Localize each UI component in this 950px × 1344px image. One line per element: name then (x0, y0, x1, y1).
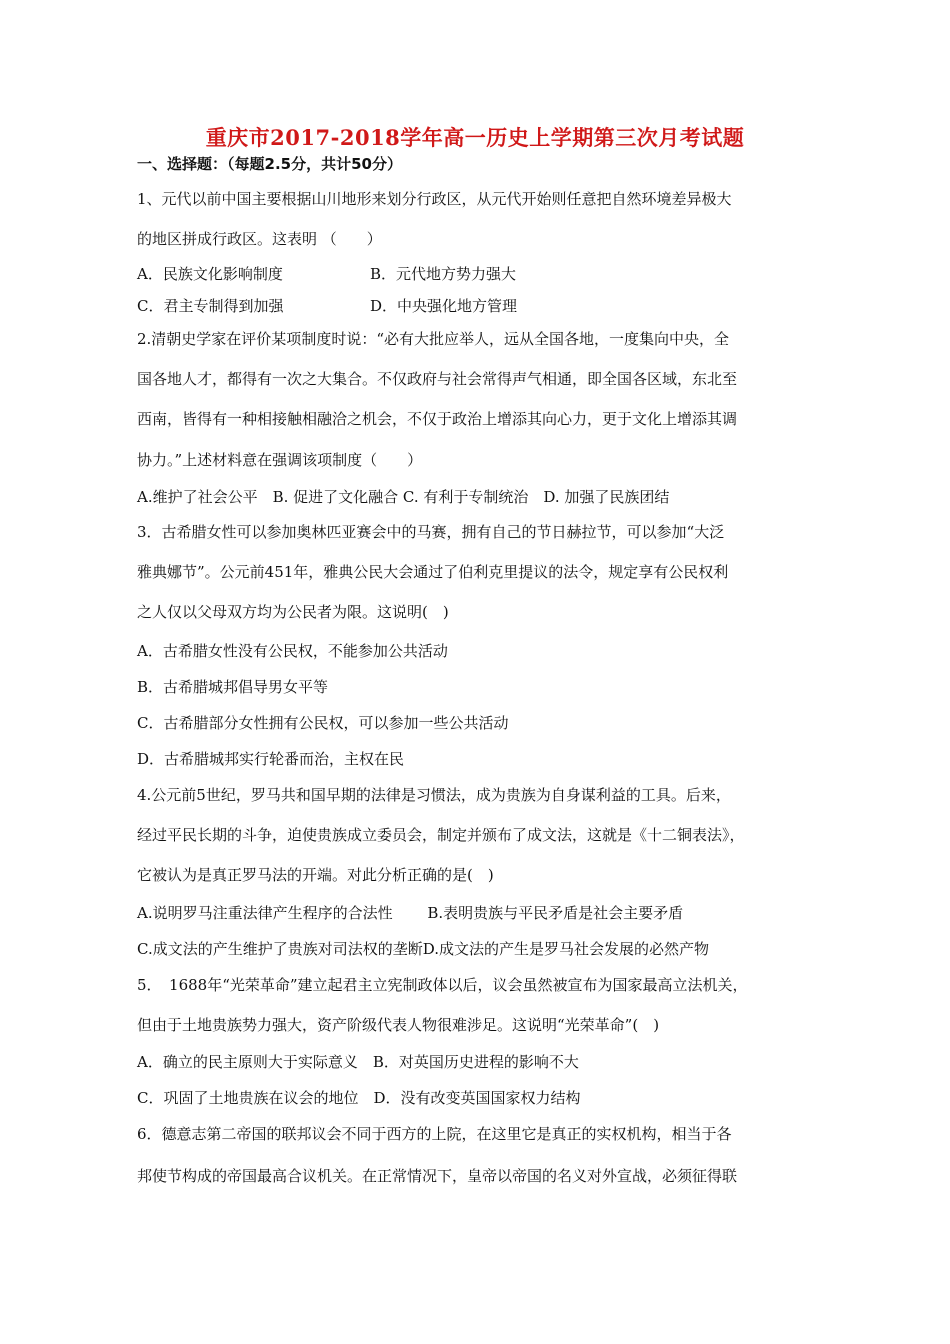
question-6-line-1: 6．德意志第二帝国的联邦议会不同于西方的上院，在这里它是真正的实权机构，相当于各 (137, 1125, 732, 1143)
question-4-line-2: 经过平民长期的斗争，迫使贵族成立委员会，制定并颁布了成文法，这就是《十二铜表法》， (137, 826, 745, 844)
question-4-options-ab: A.说明罗马注重法律产生程序的合法性 B.表明贵族与平民矛盾是社会主要矛盾 (137, 904, 684, 922)
question-1-option-a: A．民族文化影响制度 (137, 265, 283, 283)
question-1-line-1: 1、元代以前中国主要根据山川地形来划分行政区，从元代开始则任意把自然环境差异极大 (137, 190, 732, 208)
question-2-line-1: 2.清朝史学家在评价某项制度时说：“必有大批应举人，远从全国各地，一度集向中央，全 (137, 330, 729, 348)
question-3-option-d: D．古希腊城邦实行轮番而治，主权在民 (137, 750, 405, 768)
question-5-line-2: 但由于土地贵族势力强大，资产阶级代表人物很难涉足。这说明“光荣革命”( ) (137, 1016, 660, 1034)
question-1-option-b: B．元代地方势力强大 (370, 265, 517, 283)
question-1-option-d: D．中央强化地方管理 (370, 297, 518, 315)
section-heading: 一、选择题：（每题2.5分，共计50分） (137, 155, 402, 173)
question-3-option-c: C．古希腊部分女性拥有公民权，可以参加一些公共活动 (137, 714, 509, 732)
question-2-line-2: 国各地人才，都得有一次之大集合。不仅政府与社会常得声气相通，即全国各区域，东北至 (137, 370, 738, 388)
question-5-options-cd: C．巩固了土地贵族在议会的地位 D．没有改变英国国家权力结构 (137, 1089, 581, 1107)
question-3-option-a: A．古希腊女性没有公民权，不能参加公共活动 (137, 642, 448, 660)
question-5-line-1: 5． 1688年“光荣革命”建立起君主立宪制政体以后，议会虽然被宣布为国家最高立法机关， (137, 976, 748, 994)
exam-title: 重庆市2017-2018学年高一历史上学期第三次月考试题 (205, 125, 745, 150)
question-6-line-2: 邦使节构成的帝国最高合议机关。在正常情况下，皇帝以帝国的名义对外宣战，必须征得联 (137, 1167, 738, 1185)
question-4-options-cd: C.成文法的产生维护了贵族对司法权的垄断D.成文法的产生是罗马社会发展的必然产物 (137, 940, 709, 958)
question-2-line-4: 协力。”上述材料意在强调该项制度（ ） (137, 451, 423, 469)
question-3-line-2: 雅典娜节”。公元前451年，雅典公民大会通过了伯利克里提议的法令，规定享有公民权利 (137, 563, 729, 581)
question-3-option-b: B．古希腊城邦倡导男女平等 (137, 678, 329, 696)
question-3-line-3: 之人仅以父母双方均为公民者为限。这说明( ) (137, 603, 449, 621)
question-3-line-1: 3．古希腊女性可以参加奥林匹亚赛会中的马赛，拥有自己的节日赫拉节，可以参加“大泛 (137, 523, 725, 541)
question-1-option-c: C．君主专制得到加强 (137, 297, 284, 315)
question-4-line-1: 4.公元前5世纪，罗马共和国早期的法律是习惯法，成为贵族为自身谋利益的工具。后来， (137, 786, 731, 804)
question-5-options-ab: A．确立的民主原则大于实际意义 B．对英国历史进程的影响不大 (137, 1053, 579, 1071)
question-4-line-3: 它被认为是真正罗马法的开端。对此分析正确的是( ) (137, 866, 494, 884)
question-2-line-3: 西南，皆得有一种相接触相融洽之机会，不仅于政治上增添其向心力，更于文化上增添其调 (137, 410, 738, 428)
question-1-line-2: 的地区拼成行政区。这表明 （ ） (137, 230, 382, 248)
question-2-options: A.维护了社会公平 B. 促进了文化融合 C. 有利于专制统治 D. 加强了民族团结 (137, 488, 670, 506)
